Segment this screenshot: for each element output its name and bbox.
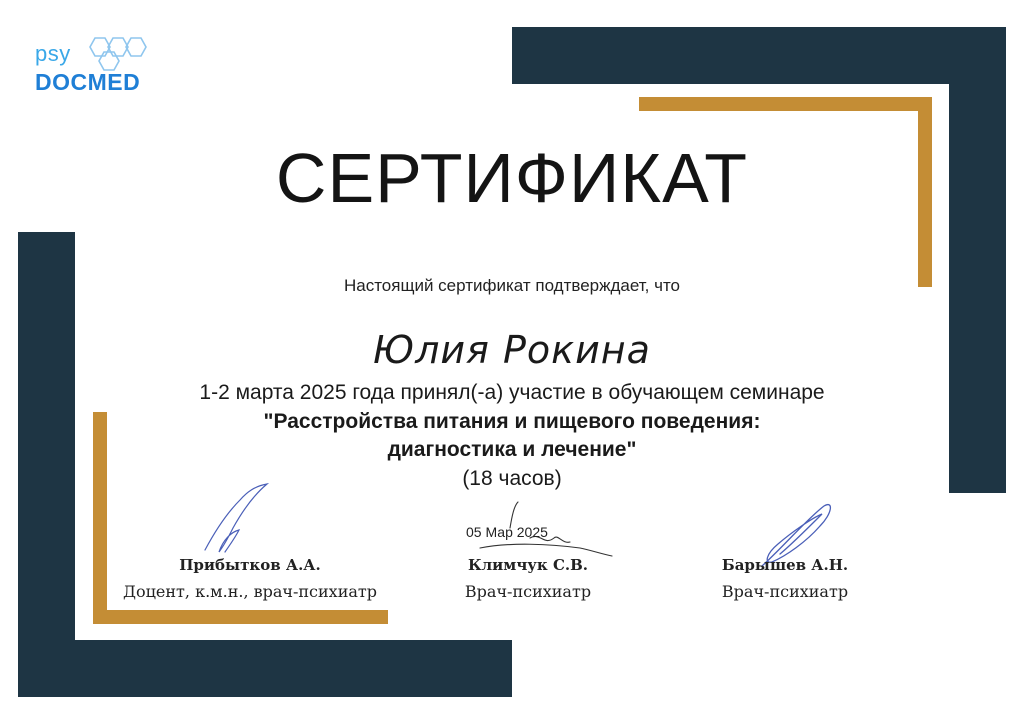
seminar-title-line-2: диагностика и лечение" <box>387 438 637 461</box>
navy-frame-bottom-left-horizontal <box>18 640 512 697</box>
participation-text: 1-2 марта 2025 года принял(-а) участие в обучающем семинаре <box>199 381 825 404</box>
signatory-name: Климчук С.В. <box>467 556 589 574</box>
confirmation-text: Настоящий сертификат подтверждает, что <box>343 276 681 295</box>
gold-line-bottom-left-horizontal <box>93 610 388 624</box>
signature-pribytkov <box>195 480 275 560</box>
seminar-title-line-1: "Расстройства питания и пищевого поведения: <box>263 410 761 433</box>
logo-text-docmed: DOCMED <box>35 69 141 95</box>
signatory-role: Доцент, к.м.н., врач-психиатр <box>122 582 377 601</box>
signatory-block-3 <box>690 556 880 601</box>
hexagon-molecule-icon <box>81 35 151 71</box>
psy-docmed-logo <box>35 35 175 95</box>
logo-text-psy: psy <box>35 41 71 66</box>
signatory-name: Прибытков А.А. <box>179 556 321 574</box>
signatory-role: Врач-психиатр <box>721 582 849 601</box>
date-stamp: 05 Мар 2025 <box>466 524 548 540</box>
gold-line-top-right-horizontal <box>639 97 932 111</box>
navy-frame-bottom-left-vertical <box>18 232 75 697</box>
recipient-name: Юлия Рокина <box>373 328 651 372</box>
seminar-hours: (18 часов) <box>462 467 562 490</box>
signatory-name: Барышев А.Н. <box>721 556 849 574</box>
navy-frame-top-right-horizontal <box>512 27 1006 84</box>
signatory-block-1 <box>105 556 395 601</box>
signatory-block-2 <box>428 556 628 601</box>
certificate-title: СЕРТИФИКАТ <box>275 139 749 217</box>
signatory-role: Врач-психиатр <box>464 582 592 601</box>
